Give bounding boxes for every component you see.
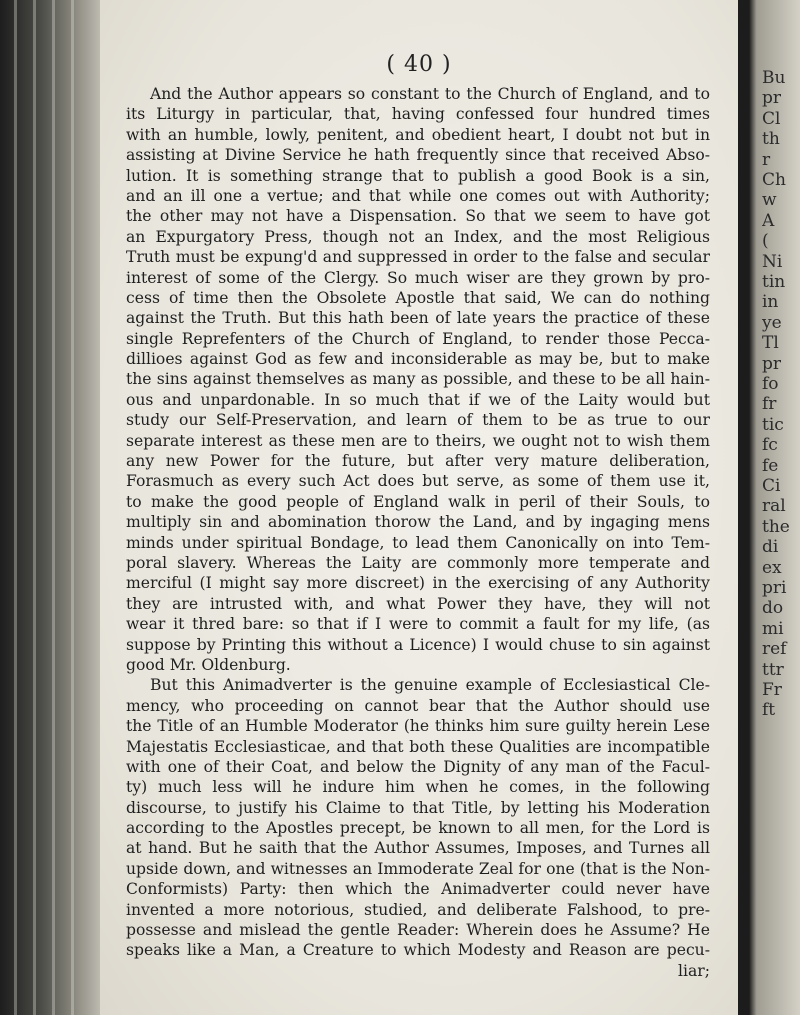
text-line: discourse, to justify his Claime to that Title, by letting his Moderation [126,798,710,817]
adjacent-page-fragment: ( [762,233,769,251]
adjacent-page-fragment: fe [762,457,779,475]
body-text [126,84,710,981]
text-line: study our Self-Preservation, and learn of them to be as true to our [126,411,710,430]
adjacent-page-fragment: fc [762,437,778,455]
adjacent-page-fragment: Bu [762,70,786,87]
text-line: Majestatis Ecclesiasticae, and that both these Qualities are incompatible [126,737,710,756]
text-line: speaks like a Man, a Creature to which Modesty and Reason are pecu- [126,941,710,960]
text-line: merciful (I might say more discreet) in the exercising of any Authority [126,574,710,593]
gutter-stripe [71,0,74,1015]
text-line: But this Animadverter is the genuine example of Ecclesiastical Cle- [150,676,710,695]
adjacent-page-fragment: the [762,518,790,536]
adjacent-page-fragment: Fr [762,682,782,699]
text-line: poral slavery. Whereas the Laity are commonly more temperate and [126,553,710,572]
page-number: ( 40 ) [386,52,452,77]
adjacent-page-fragment: in [762,294,779,312]
text-line: invented a more notorious, studied, and deliberate Falshood, to pre- [126,900,710,919]
text-line: interest of some of the Clergy. So much wiser are they grown by pro- [126,268,710,287]
text-line: the other may not have a Dispensation. So that we seem to have got [126,207,710,226]
gutter-stripe [14,0,17,1015]
text-line: the sins against themselves as many as possible, and these to be all hain- [126,370,710,389]
text-line: its Liturgy in particular, that, having confessed four hundred times [126,105,710,124]
adjacent-page-fragment: pr [762,90,782,108]
text-line: dillioes against God as few and inconsiderable as may be, but to make [126,350,710,369]
text-line: liar; [678,961,710,980]
adjacent-page-fragment: do [762,600,784,618]
text-line: Truth must be expung'd and suppressed in order to the false and secular [126,248,710,267]
text-line: at hand. But he saith that the Author Assumes, Imposes, and Turnes all [126,839,710,858]
text-line: separate interest as these men are to theirs, we ought not to wish them [126,431,710,450]
adjacent-page-fragment: mi [762,620,784,638]
adjacent-page-fragment: ttr [762,661,784,679]
adjacent-page-fragment: fr [762,396,777,414]
text-line: ty) much less will he indure him when he comes, in the following [126,778,710,797]
adjacent-page-fragment: di [762,539,779,557]
adjacent-page-fragment: A [762,212,775,230]
adjacent-page-fragment: Ni [762,253,783,271]
text-line: an Expurgatory Press, though not an Index, and the most Religious [126,227,710,246]
text-line: Forasmuch as every such Act does but serve, as some of them use it, [126,472,710,491]
adjacent-page-fragment: Ci [762,478,781,495]
text-line: cess of time then the Obsolete Apostle that said, We can do nothing [126,288,710,307]
adjacent-page-fragment: pr [762,355,782,373]
text-line: and an ill one a vertue; and that while one comes out with Authority; [126,186,710,205]
adjacent-page-fragment: r [762,151,771,169]
text-line: the Title of an Humble Moderator (he thinks him sure guilty herein Lese [126,717,710,736]
text-line: Conformists) Party: then which the Animadverter could never have [126,880,710,899]
adjacent-page-fragment: ft [762,702,776,720]
text-line: with one of their Coat, and below the Dignity of any man of the Facul- [126,757,710,776]
text-line: ous and unpardonable. In so much that if we of the Laity would but [126,390,710,409]
adjacent-page-fragment: ye [762,314,782,332]
text-line: against the Truth. But this hath been of late years the practice of these [126,309,710,328]
adjacent-page-fragment: pri [762,580,787,597]
text-line: suppose by Printing this without a Licence) I would chuse to sin against [126,635,710,654]
adjacent-page-fragment: w [762,192,777,210]
adjacent-page-fragment: th [762,131,780,149]
adjacent-page-fragment: Tl [762,335,779,353]
adjacent-page-fragment: Cl [762,110,781,128]
text-line: upside down, and witnesses an Immoderate Zeal for one (that is the Non- [126,859,710,878]
adjacent-page-fragment: fo [762,376,779,393]
adjacent-page-fragment: ral [762,498,786,516]
text-line: with an humble, lowly, penitent, and obedient heart, I doubt not but in [126,125,710,144]
text-line: lution. It is something strange that to publish a good Book is a sin, [126,166,710,185]
adjacent-page-edge [738,0,800,1015]
adjacent-page-fragment: ex [762,559,782,577]
text-line: to make the good people of England walk in peril of their Souls, to [126,492,710,511]
text-line: assisting at Divine Service he hath frequently since that received Abso- [126,146,710,165]
text-line: minds under spiritual Bondage, to lead them Canonically on into Tem- [126,533,710,552]
book-gutter-shadow [0,0,100,1015]
adjacent-page-fragment: tic [762,416,784,434]
text-line: according to the Apostles precept, be known to all men, for the Lord is [126,819,710,838]
text-line: good Mr. Oldenburg. [126,655,291,674]
book-page [100,0,738,1015]
text-line: any new Power for the future, but after very mature deliberation, [126,452,710,471]
text-line: wear it thred bare: so that if I were to commit a fault for my life, (as [126,615,710,634]
text-line: they are intrusted with, and what Power they have, they will not [126,594,710,613]
text-line: possesse and mislead the gentle Reader: Wherein does he Assume? He [126,921,710,940]
text-line: And the Author appears so constant to the Church of England, and to [150,85,710,103]
adjacent-page-fragment: tin [762,274,786,291]
gutter-stripe [33,0,36,1015]
text-line: multiply sin and abomination thorow the Land, and by ingaging mens [126,513,710,532]
text-line: single Reprefenters of the Church of England, to render those Pecca- [126,329,710,348]
gutter-stripe [52,0,55,1015]
adjacent-page-fragment: Ch [762,172,786,189]
text-line: mency, who proceeding on cannot bear that the Author should use [126,696,710,715]
adjacent-page-fragment: ref [762,641,787,659]
